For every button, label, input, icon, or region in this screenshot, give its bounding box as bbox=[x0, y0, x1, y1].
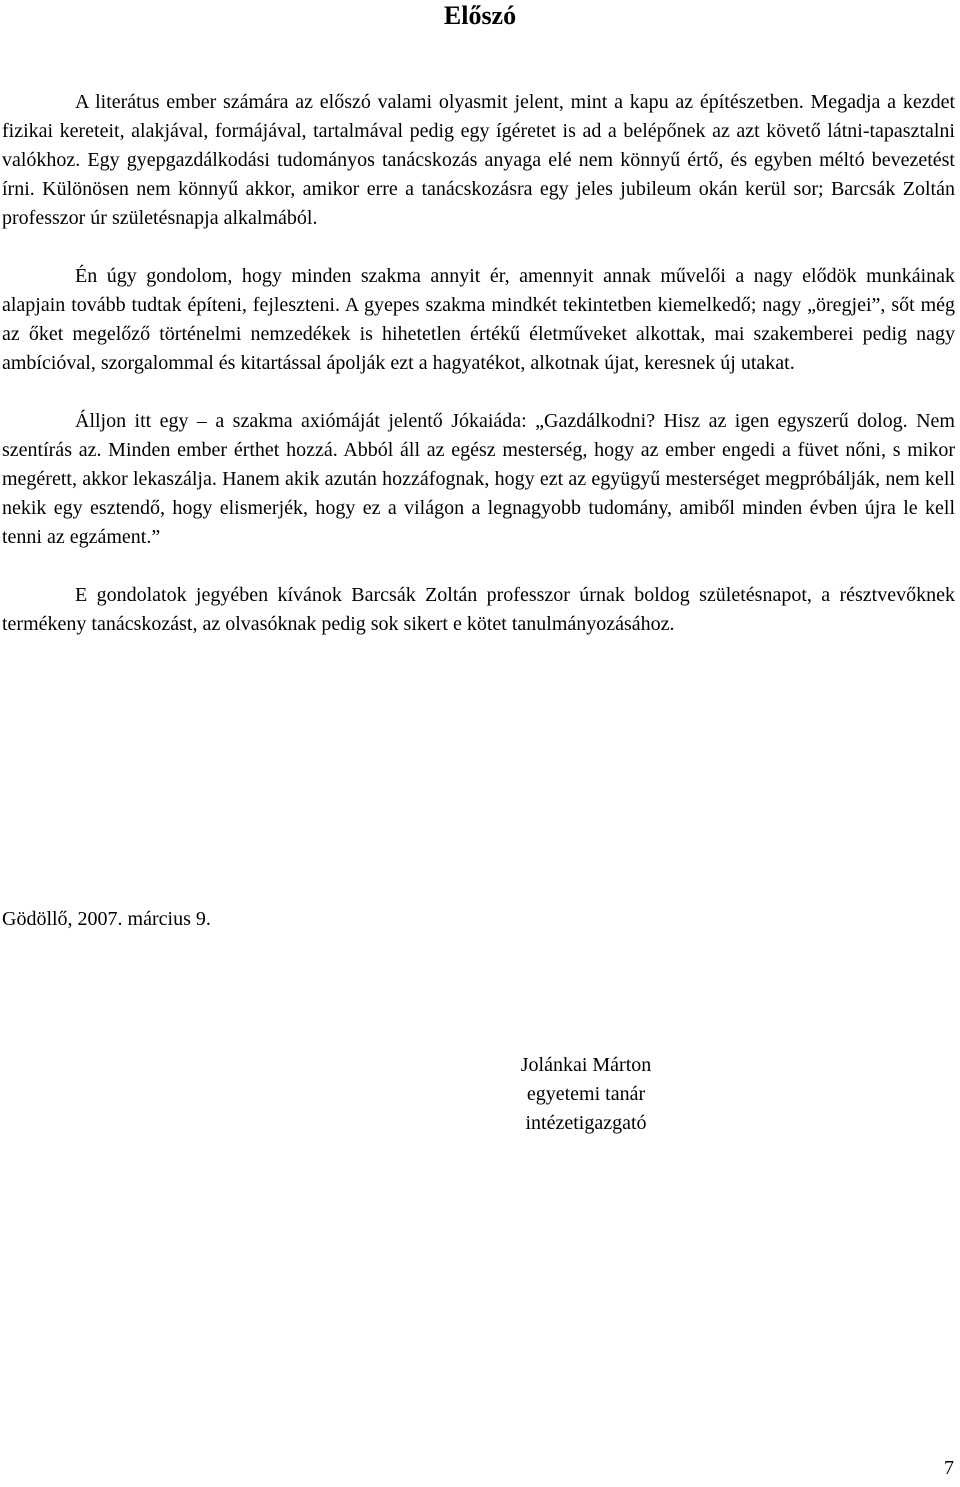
signature-role: intézetigazgató bbox=[525, 1112, 647, 1134]
signature-position: egyetemi tanár bbox=[526, 1083, 646, 1105]
paragraph-profession: Én úgy gondolom, hogy minden szakma annyit ér, amennyit annak művelői a nagy elődök munkáinak alapjain tovább tudtak építeni, fejleszteni. A gyepes szakma mindkét tekintetben kiemelkedő; nagy „öregjei”, sőt még az őket megelőző történelmi nemzedékek is hihetetlen értékű életműveket alkottak, mai szakemberei pedig nagy ambícióval, szorgalommal és kitartással ápolják ezt a hagyatékot, alkotnak újat, keresnek új utakat. bbox=[2, 265, 955, 374]
paragraph-greeting: E gondolatok jegyében kívánok Barcsák Zoltán professzor úrnak boldog születésnapot, a résztvevőknek termékeny tanácskozást, az olvasóknak pedig sok sikert e kötet tanulmányozásához. bbox=[2, 584, 955, 635]
page-number: 7 bbox=[944, 1457, 954, 1479]
place-and-date: Gödöllő, 2007. március 9. bbox=[2, 908, 211, 930]
page-title: Előszó bbox=[443, 1, 517, 30]
body-text bbox=[2, 88, 955, 639]
paragraph-intro: A literátus ember számára az előszó valami olyasmit jelent, mint a kapu az építészetben. Megadja a kezdet fizikai kereteit, alakjával, formájával, tartalmával pedig egy ígéretet is ad a belépőnek az azt követő látni-tapasztalni valókhoz. Egy gyepgazdálkodási tudományos tanácskozás anyaga elé nem könnyű értő, és egyben méltó bevezetést írni. Különösen nem könnyű akkor, amikor erre a tanácskozásra egy jeles jubileum okán kerül sor; Barcsák Zoltán professzor úr születésnapja alkalmából. bbox=[2, 91, 955, 229]
signature-block bbox=[488, 1051, 684, 1138]
paragraph-quote: Álljon itt egy – a szakma axiómáját jelentő Jókaiáda: „Gazdálkodni? Hisz az igen egyszerű dolog. Nem szentírás az. Minden ember érthet hozzá. Abból áll az egész mesterség, hogy az ember engedi a füvet nőni, s mikor megérett, akkor lekaszálja. Hanem akik azután hozzáfognak, hogy ezt az együgyű mesterséget megpróbálják, nem kell nekik egy esztendő, hogy elismerjék, hogy ez a világon a legnagyobb tudomány, amiből minden évben újra le kell tenni az egzáment.” bbox=[2, 410, 955, 548]
signature-name: Jolánkai Márton bbox=[520, 1054, 652, 1076]
